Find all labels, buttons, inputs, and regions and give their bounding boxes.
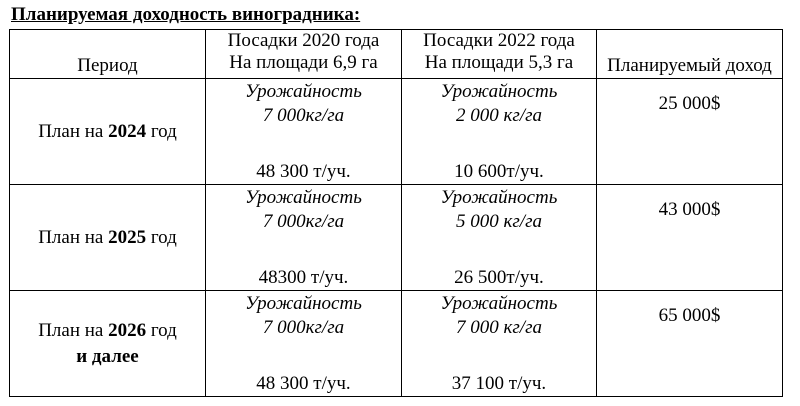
yield-label: Урожайность xyxy=(245,293,362,314)
header-planting-2020-line2: На площади 6,9 га xyxy=(229,52,378,73)
table-row xyxy=(10,291,783,397)
yield-label: Урожайность xyxy=(440,81,558,102)
volume-value: 10 600т/уч. xyxy=(454,161,544,182)
yield-value: 5 000 кг/га xyxy=(456,211,542,232)
period-prefix: План на xyxy=(38,226,109,248)
yield-label: Урожайность xyxy=(245,187,362,208)
period-extra: и далее xyxy=(76,345,139,367)
header-period: Период xyxy=(10,30,206,79)
header-planting-2022 xyxy=(402,30,597,79)
planting-2020-cell xyxy=(206,79,402,185)
planting-2020-cell xyxy=(206,185,402,291)
header-planting-2022-line2: На площади 5,3 га xyxy=(424,52,574,73)
planting-2022-cell xyxy=(402,291,597,397)
volume-value: 48 300 т/уч. xyxy=(256,161,351,182)
period-suffix: год xyxy=(146,120,177,142)
volume-value: 37 100 т/уч. xyxy=(451,373,547,394)
header-planting-2020-line1: Посадки 2020 года xyxy=(227,30,380,51)
income-cell: 65 000$ xyxy=(597,291,783,397)
income-cell: 43 000$ xyxy=(597,185,783,291)
table-row xyxy=(10,79,783,185)
header-income: Планируемый доход xyxy=(597,30,783,79)
period-cell xyxy=(10,291,206,397)
period-year: 2026 xyxy=(108,319,147,341)
period-year: 2025 xyxy=(108,226,147,248)
volume-value: 48 300 т/уч. xyxy=(256,373,351,394)
volume-value: 48300 т/уч. xyxy=(258,267,349,288)
table-row xyxy=(10,185,783,291)
period-prefix: План на xyxy=(38,319,109,341)
planting-2020-cell xyxy=(206,291,402,397)
planting-2022-cell xyxy=(402,79,597,185)
period-cell xyxy=(10,79,206,185)
period-prefix: План на xyxy=(38,120,109,142)
yield-label: Урожайность xyxy=(440,293,558,314)
yield-value: 7 000 кг/га xyxy=(456,317,542,338)
period-suffix: год xyxy=(146,319,177,341)
document-title: Планируемая доходность виноградника: xyxy=(11,4,361,25)
yield-plan-table xyxy=(9,29,783,397)
yield-value: 7 000кг/га xyxy=(262,211,345,232)
yield-value: 7 000кг/га xyxy=(262,317,345,338)
yield-label: Урожайность xyxy=(440,187,558,208)
table-header-row xyxy=(10,30,783,79)
header-planting-2022-line1: Посадки 2022 года xyxy=(423,30,575,51)
period-cell xyxy=(10,185,206,291)
period-suffix: год xyxy=(146,226,177,248)
period-year: 2024 xyxy=(108,120,147,142)
income-cell: 25 000$ xyxy=(597,79,783,185)
header-planting-2020 xyxy=(206,30,402,79)
volume-value: 26 500т/уч. xyxy=(454,267,544,288)
planting-2022-cell xyxy=(402,185,597,291)
yield-value: 2 000 кг/га xyxy=(456,105,542,126)
yield-value: 7 000кг/га xyxy=(262,105,345,126)
yield-label: Урожайность xyxy=(245,81,362,102)
